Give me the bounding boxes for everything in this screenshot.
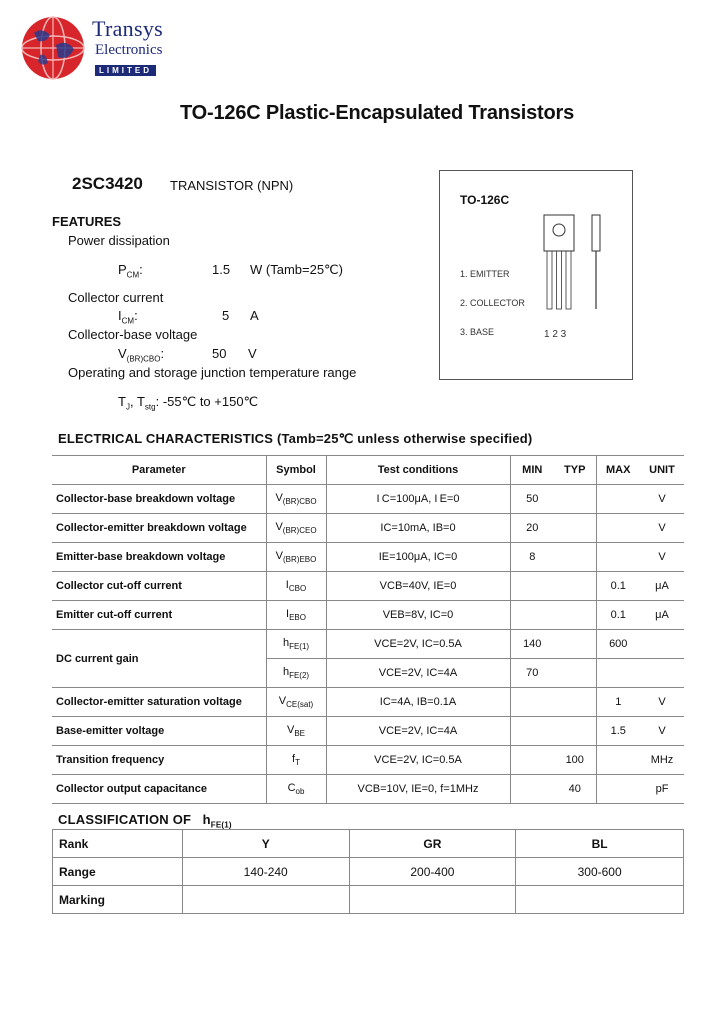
row-test: VCE=2V, IC=0.5A [326,630,510,659]
document-title: TO-126C Plastic-Encapsulated Transistors [180,102,575,124]
row-min [510,746,554,775]
logo-limited: LIMITED [95,65,156,76]
row-unit: MHz [640,746,684,775]
row-symbol: $V_{BE}$ [266,717,326,746]
row-max [596,485,640,514]
range-row [53,858,684,886]
row-unit: pF [640,775,684,804]
row-symbol: $V_{(BR)CEO}$ [266,514,326,543]
row-parameter: Emitter-base breakdown voltage [52,543,266,572]
vbr-symbol: $V_{(BR)CBO}$: [118,346,165,364]
row-test: VCB=10V, IE=0, f=1MHz [326,775,510,804]
table-row [52,717,684,746]
header-symbol: Symbol [266,456,326,485]
row-min: 20 [510,514,554,543]
pin-numbers: 1 2 3 [544,329,567,340]
row-max [596,775,640,804]
row-max [596,659,640,688]
package-diagram-box [439,170,633,380]
table-row [52,572,684,601]
row-typ [554,688,596,717]
row-symbol: $h_{FE(1)}$ [266,630,326,659]
pcm-unit: W (Tamb=25℃) [250,262,343,277]
vbr-value: 50 [212,346,227,361]
row-typ [554,630,596,659]
row-max [596,514,640,543]
table-row [52,601,684,630]
marking-y [182,886,349,914]
row-max: 0.1 [596,601,640,630]
pcm-symbol: $P_{CM}$: [118,262,143,280]
pcm-value: 1.5 [212,262,231,277]
row-typ [554,485,596,514]
rank-gr: GR [349,830,516,858]
row-typ [554,659,596,688]
row-symbol: $V_{CE(sat)}$ [266,688,326,717]
row-min [510,688,554,717]
transistor-package-icon [534,213,614,313]
row-max: 0.1 [596,572,640,601]
row-max: 600 [596,630,640,659]
row-parameter: Transition frequency [52,746,266,775]
row-test: I C=100μA, I E=0 [326,485,510,514]
row-typ [554,514,596,543]
row-typ: 100 [554,746,596,775]
header-test-conditions: Test conditions [326,456,510,485]
logo-name: Transys [92,16,163,41]
icm-symbol: $I_{CM}$: [118,308,138,326]
row-symbol: $V_{(BR)CBO}$ [266,485,326,514]
range-label: Range [53,858,183,886]
row-symbol: $V_{(BR)EBO}$ [266,543,326,572]
row-min [510,601,554,630]
row-symbol: $I_{EBO}$ [266,601,326,630]
row-test: VCE=2V, IC=4A [326,659,510,688]
row-parameter: Base-emitter voltage [52,717,266,746]
logo-sub: Electronics [95,42,163,58]
classification-table [52,829,684,914]
row-unit: V [640,688,684,717]
part-description: TRANSISTOR (NPN) [170,178,294,193]
row-test: VCE=2V, IC=4A [326,717,510,746]
range-gr: 200-400 [349,858,516,886]
row-unit: V [640,514,684,543]
marking-gr [349,886,516,914]
row-typ: 40 [554,775,596,804]
row-parameter: Collector-emitter saturation voltage [52,688,266,717]
row-min: 50 [510,485,554,514]
row-min [510,572,554,601]
table-row [52,688,684,717]
row-test: VEB=8V, IC=0 [326,601,510,630]
row-parameter: DC current gain [52,630,266,688]
row-unit: V [640,543,684,572]
row-unit: μA [640,572,684,601]
range-y: 140-240 [182,858,349,886]
electrical-characteristics-table [52,456,684,804]
row-typ [554,717,596,746]
header-max: MAX [596,456,640,485]
company-logo [20,15,86,81]
row-parameter: Emitter cut-off current [52,601,266,630]
row-unit [640,659,684,688]
collector-current-label: Collector current [68,290,164,305]
temperature-range: $T_J$, $T_{stg}$: -55℃ to +150℃ [118,394,259,412]
row-parameter: Collector cut-off current [52,572,266,601]
row-unit [640,630,684,659]
rank-row [53,830,684,858]
table-row [52,775,684,804]
classification-heading: CLASSIFICATION OF $h_{FE(1)}$ [58,812,232,830]
table-row [52,746,684,775]
row-max [596,746,640,775]
temperature-range-label: Operating and storage junction temperature range [68,365,357,380]
row-min [510,775,554,804]
row-parameter: Collector-base breakdown voltage [52,485,266,514]
table-row [52,630,684,659]
pin-2-label: 2. COLLECTOR [460,298,525,308]
row-symbol: $C_{ob}$ [266,775,326,804]
rank-label: Rank [53,830,183,858]
package-name: TO-126C [460,193,510,207]
row-symbol: $I_{CBO}$ [266,572,326,601]
features-heading: FEATURES [52,214,122,229]
row-max: 1 [596,688,640,717]
row-symbol: $h_{FE(2)}$ [266,659,326,688]
icm-value: 5 [222,308,230,323]
range-bl: 300-600 [516,858,684,886]
rank-bl: BL [516,830,684,858]
row-typ [554,601,596,630]
header-unit: UNIT [640,456,684,485]
marking-bl [516,886,684,914]
header-typ: TYP [554,456,596,485]
table-row [52,485,684,514]
row-test: IC=4A, IB=0.1A [326,688,510,717]
row-parameter: Collector output capacitance [52,775,266,804]
row-min: 70 [510,659,554,688]
marking-row [53,886,684,914]
table-row [52,514,684,543]
table-header-row [52,456,684,485]
row-unit: V [640,717,684,746]
row-test: VCE=2V, IC=0.5A [326,746,510,775]
row-unit: μA [640,601,684,630]
row-test: IE=100μA, IC=0 [326,543,510,572]
row-test: IC=10mA, IB=0 [326,514,510,543]
electrical-heading: ELECTRICAL CHARACTERISTICS (Tamb=25℃ unless otherwise specified) [58,431,533,446]
row-max [596,543,640,572]
header-min: MIN [510,456,554,485]
row-test: VCB=40V, IE=0 [326,572,510,601]
icm-unit: A [250,308,259,323]
row-typ [554,543,596,572]
pin-1-label: 1. EMITTER [460,269,510,279]
vbr-unit: V [248,346,257,361]
row-typ [554,572,596,601]
table-row [52,543,684,572]
power-dissipation-label: Power dissipation [68,233,170,248]
globe-icon [20,15,86,81]
row-max: 1.5 [596,717,640,746]
row-min [510,717,554,746]
header-parameter: Parameter [52,456,266,485]
row-min: 140 [510,630,554,659]
rank-y: Y [182,830,349,858]
part-number: 2SC3420 [72,174,143,193]
row-min: 8 [510,543,554,572]
pin-3-label: 3. BASE [460,327,495,337]
collector-base-voltage-label: Collector-base voltage [68,327,198,342]
marking-label: Marking [53,886,183,914]
row-unit: V [640,485,684,514]
row-symbol: $f_T$ [266,746,326,775]
row-parameter: Collector-emitter breakdown voltage [52,514,266,543]
